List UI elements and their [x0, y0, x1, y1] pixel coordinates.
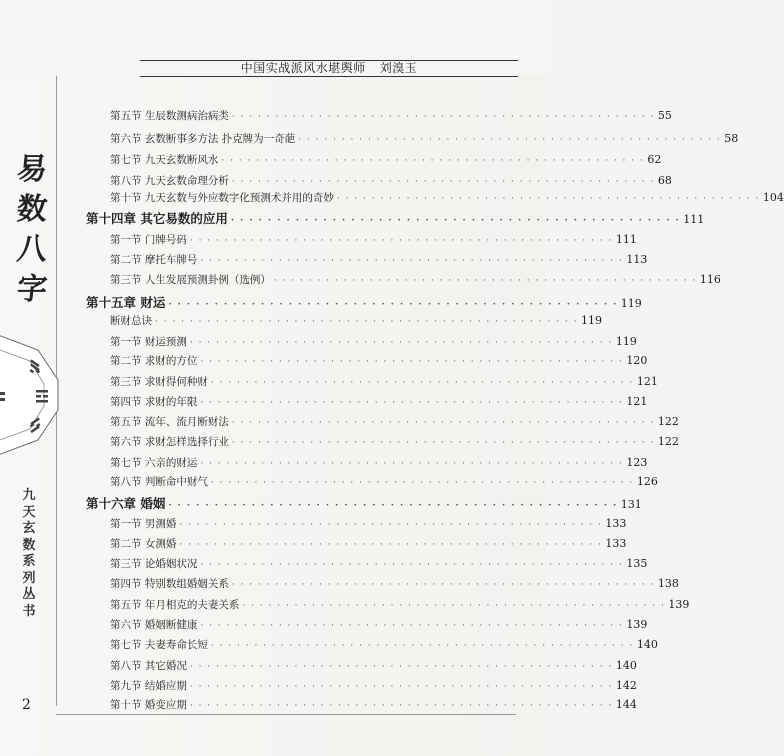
toc-leader-dots: · · · · · · · · · · · · · · · · · · · · · · · · · · · · · · · · · · · · · · · · · · · · · · · · ·: [200, 398, 624, 408]
toc-entry-title: 断财总诀: [110, 315, 152, 327]
toc-section-row: [110, 617, 648, 632]
toc-page-number: 119: [620, 297, 642, 310]
toc-entry-title: 第九节 结婚应期: [110, 680, 187, 692]
toc-page-number: 122: [657, 415, 679, 428]
toc-entry-title: 第八节 判断命中财气: [110, 476, 208, 488]
toc-section-row: [110, 353, 648, 368]
toc-page-number: 138: [657, 577, 679, 590]
toc-page-number: 126: [636, 475, 658, 488]
toc-section-row: [110, 232, 637, 247]
series-char: 丛: [22, 587, 36, 602]
toc-page-number: 131: [620, 498, 642, 511]
toc-leader-dots: · · · · · · · · · · · · · · · · · · · · · · · · · · · · · · · · · · · · · · · · · · · · · · · · ·: [298, 135, 722, 145]
toc-chapter-row: [86, 209, 705, 227]
toc-leader-dots: · · · · · · · · · · · · · · · · · · · · · · · · · · · · · · · · · · · · · · · · · · · · · · · · ·: [210, 641, 634, 651]
toc-entry-title: 第二节 摩托车牌号: [110, 254, 198, 266]
toc-entry-title: 第一节 财运预测: [110, 336, 187, 348]
toc-entry-title: 第十五章 财运: [86, 295, 166, 310]
toc-entry-title: 第六节 婚姻断健康: [110, 619, 198, 631]
toc-leader-dots: · · · · · · · · · · · · · · · · · · · · · · · · · · · · · · · · · · · · · · · · · · · · · · · · ·: [189, 662, 613, 672]
toc-section-row: [110, 536, 627, 551]
toc-section-row: [110, 272, 721, 287]
series-char: 九: [22, 488, 36, 503]
toc-leader-dots: · · · · · · · · · · · · · · · · · · · · · · · · · · · · · · · · · · · · · · · · · · · · · · · · ·: [221, 156, 645, 166]
toc-page-number: 120: [626, 354, 648, 367]
series-char: 列: [22, 570, 36, 586]
toc-leader-dots: · · · · · · · · · · · · · · · · · · · · · · · · · · · · · · · · · · · · · · · · · · · · · · · · ·: [231, 112, 655, 122]
toc-section-row: [110, 697, 637, 712]
toc-section-row: [110, 190, 784, 205]
toc-section-row: [110, 556, 648, 571]
toc-section-row: [110, 252, 648, 267]
title-char: 字: [15, 272, 49, 307]
toc-entry-title: 第七节 六亲的财运: [110, 457, 198, 469]
toc-leader-dots: · · · · · · · · · · · · · · · · · · · · · · · · · · · · · · · · · · · · · · · · · · · · · · · · ·: [231, 418, 655, 428]
title-char: 数: [15, 192, 49, 227]
toc-entry-title: 第四节 求财的年限: [110, 396, 198, 408]
toc-leader-dots: · · · · · · · · · · · · · · · · · · · · · · · · · · · · · · · · · · · · · · · · · · · · · · · · ·: [179, 520, 603, 530]
toc-section-row: [110, 637, 658, 652]
toc-section-row: [110, 108, 672, 123]
toc-section-row: [110, 678, 637, 693]
toc-leader-dots: · · · · · · · · · · · · · · · · · · · · · · · · · · · · · · · · · · · · · · · · · · · · · · · · ·: [231, 438, 655, 448]
toc-leader-dots: · · · · · · · · · · · · · · · · · · · · · · · · · · · · · · · · · · · · · · · · · · · · · · · · ·: [336, 194, 760, 204]
toc-entry-title: 第六节 玄数断事多方法 扑克牌为一奇葩: [110, 133, 296, 145]
toc-entry-title: 第二节 求财的方位: [110, 355, 198, 367]
header-subtitle: 中国实战派风水堪舆师: [240, 61, 366, 75]
toc-leader-dots: · · · · · · · · · · · · · · · · · · · · · · · · · · · · · · · · · · · · · · · · · · · · · · · · ·: [155, 317, 579, 327]
title-char: 八: [15, 232, 49, 267]
header-author: 刘溴玉: [379, 61, 418, 75]
toc-leader-dots: · · · · · · · · · · · · · · · · · · · · · · · · · · · · · · · · · · · · · · · · · · · · · · · · ·: [200, 357, 624, 367]
toc-section-row: [110, 173, 672, 188]
toc-leader-dots: · · · · · · · · · · · · · · · · · · · · · · · · · · · · · · · · · · · · · · · · · · · · · · · · ·: [210, 378, 634, 388]
toc-section-row: [110, 334, 637, 349]
toc-page-number: 116: [699, 273, 721, 286]
toc-entry-title: 第五节 年月相克的夫妻关系: [110, 599, 240, 611]
toc-page-number: 144: [615, 698, 637, 711]
toc-section-row: [110, 597, 690, 612]
toc-entry-title: 第十六章 婚姻: [86, 496, 166, 511]
toc-entry-title: 第三节 求财得何种财: [110, 376, 208, 388]
toc-leader-dots: · · · · · · · · · · · · · · · · · · · · · · · · · · · · · · · · · · · · · · · · · · · · · · · · ·: [230, 216, 681, 226]
toc-section-row: [110, 131, 739, 146]
series-char: 数: [22, 537, 36, 553]
toc-page-number: 139: [668, 598, 690, 611]
toc-page-number: 123: [626, 456, 648, 469]
toc-leader-dots: · · · · · · · · · · · · · · · · · · · · · · · · · · · · · · · · · · · · · · · · · · · · · · · · ·: [231, 580, 655, 590]
toc-leader-dots: · · · · · · · · · · · · · · · · · · · · · · · · · · · · · · · · · · · · · · · · · · · · · · · · ·: [200, 256, 624, 266]
toc-entry-title: 第三节 论婚姻状况: [110, 558, 198, 570]
toc-entry-title: 第五节 生辰数测病治病类: [110, 110, 229, 122]
toc-page-number: 119: [615, 335, 637, 348]
toc-entry-title: 第八节 九天玄数命理分析: [110, 175, 229, 187]
toc-section-row: [110, 313, 603, 328]
toc-entry-title: 第七节 九天玄数断风水: [110, 154, 219, 166]
toc-entry-title: 第五节 流年、流月断财法: [110, 416, 229, 428]
toc-leader-dots: · · · · · · · · · · · · · · · · · · · · · · · · · · · · · · · · · · · · · · · · · · · · · · · · ·: [189, 236, 613, 246]
toc-page-number: 62: [647, 153, 662, 166]
toc-entry-title: 第四节 特别数组婚姻关系: [110, 578, 229, 590]
toc-entry-title: 第十节 婚变应期: [110, 699, 187, 711]
toc-section-row: [110, 474, 658, 489]
toc-section-row: [110, 414, 679, 429]
toc-page-number: 113: [626, 253, 648, 266]
toc-section-row: [110, 374, 658, 389]
title-char: 易: [15, 152, 49, 187]
series-char: 天: [22, 504, 36, 520]
toc-page-number: 121: [636, 375, 658, 388]
toc-page-number: 133: [605, 537, 627, 550]
toc-leader-dots: · · · · · · · · · · · · · · · · · · · · · · · · · · · · · · · · · · · · · · · · · · · · · · · · ·: [168, 300, 618, 310]
series-char: 玄: [22, 521, 36, 536]
toc-leader-dots: · · · · · · · · · · · · · · · · · · · · · · · · · · · · · · · · · · · · · · · · · · · · · · · · ·: [200, 459, 624, 469]
toc-section-row: [110, 394, 648, 409]
toc-leader-dots: · · · · · · · · · · · · · · · · · · · · · · · · · · · · · · · · · · · · · · · · · · · · · · · · ·: [179, 540, 603, 550]
toc-entry-title: 第十四章 其它易数的应用: [86, 211, 228, 226]
toc-page-number: 140: [615, 659, 637, 672]
toc-leader-dots: · · · · · · · · · · · · · · · · · · · · · · · · · · · · · · · · · · · · · · · · · · · · · · · · ·: [168, 501, 618, 511]
toc-entry-title: 第三节 人生发展预测卦例（选例）: [110, 274, 271, 286]
toc-section-row: [110, 434, 679, 449]
toc-section-row: [110, 516, 627, 531]
toc-leader-dots: · · · · · · · · · · · · · · · · · · · · · · · · · · · · · · · · · · · · · · · · · · · · · · · · ·: [189, 701, 613, 711]
toc-page-number: 121: [626, 395, 648, 408]
toc-entry-title: 第八节 其它婚况: [110, 660, 187, 672]
toc-entry-title: 第六节 求财怎样选择行业: [110, 436, 229, 448]
page-number: 2: [22, 697, 31, 713]
toc-page-number: 119: [581, 314, 603, 327]
toc-page-number: 135: [626, 557, 648, 570]
toc-entry-title: 第一节 男测婚: [110, 518, 177, 530]
toc-page-number: 111: [615, 233, 637, 246]
toc-entry-title: 第七节 夫妻寿命长短: [110, 639, 208, 651]
toc-section-row: [110, 658, 637, 673]
toc-page-number: 122: [657, 435, 679, 448]
toc-leader-dots: · · · · · · · · · · · · · · · · · · · · · · · · · · · · · · · · · · · · · · · · · · · · · · · · ·: [200, 560, 624, 570]
toc-page-number: 133: [605, 517, 627, 530]
toc-section-row: [110, 455, 648, 470]
series-char: 系: [22, 554, 36, 569]
toc-leader-dots: · · · · · · · · · · · · · · · · · · · · · · · · · · · · · · · · · · · · · · · · · · · · · · · · ·: [231, 177, 655, 187]
series-char: 书: [22, 603, 36, 619]
toc-page-number: 104: [762, 191, 784, 204]
toc-chapter-row: [86, 494, 642, 512]
toc-leader-dots: · · · · · · · · · · · · · · · · · · · · · · · · · · · · · · · · · · · · · · · · · · · · · · · · ·: [273, 276, 697, 286]
toc-entry-title: 第十节 九天玄数与外应数字化预测术并用的奇妙: [110, 192, 334, 204]
toc-page-number: 111: [683, 213, 705, 226]
toc-leader-dots: · · · · · · · · · · · · · · · · · · · · · · · · · · · · · · · · · · · · · · · · · · · · · · · · ·: [200, 621, 624, 631]
toc-leader-dots: · · · · · · · · · · · · · · · · · · · · · · · · · · · · · · · · · · · · · · · · · · · · · · · · ·: [242, 601, 666, 611]
toc-section-row: [110, 576, 679, 591]
toc-page-number: 142: [615, 679, 637, 692]
toc-leader-dots: · · · · · · · · · · · · · · · · · · · · · · · · · · · · · · · · · · · · · · · · · · · · · · · · ·: [189, 682, 613, 692]
toc-page-number: 58: [724, 132, 739, 145]
toc-leader-dots: · · · · · · · · · · · · · · · · · · · · · · · · · · · · · · · · · · · · · · · · · · · · · · · · ·: [210, 478, 634, 488]
toc-page-number: 140: [636, 638, 658, 651]
toc-leader-dots: · · · · · · · · · · · · · · · · · · · · · · · · · · · · · · · · · · · · · · · · · · · · · · · · ·: [189, 338, 613, 348]
toc-entry-title: 第二节 女测婚: [110, 538, 177, 550]
toc-page-number: 55: [657, 109, 672, 122]
toc-chapter-row: [86, 293, 642, 311]
toc-entry-title: 第一节 门牌号码: [110, 234, 187, 246]
toc-page-number: 68: [657, 174, 672, 187]
toc-page-number: 139: [626, 618, 648, 631]
toc-section-row: [110, 152, 662, 167]
